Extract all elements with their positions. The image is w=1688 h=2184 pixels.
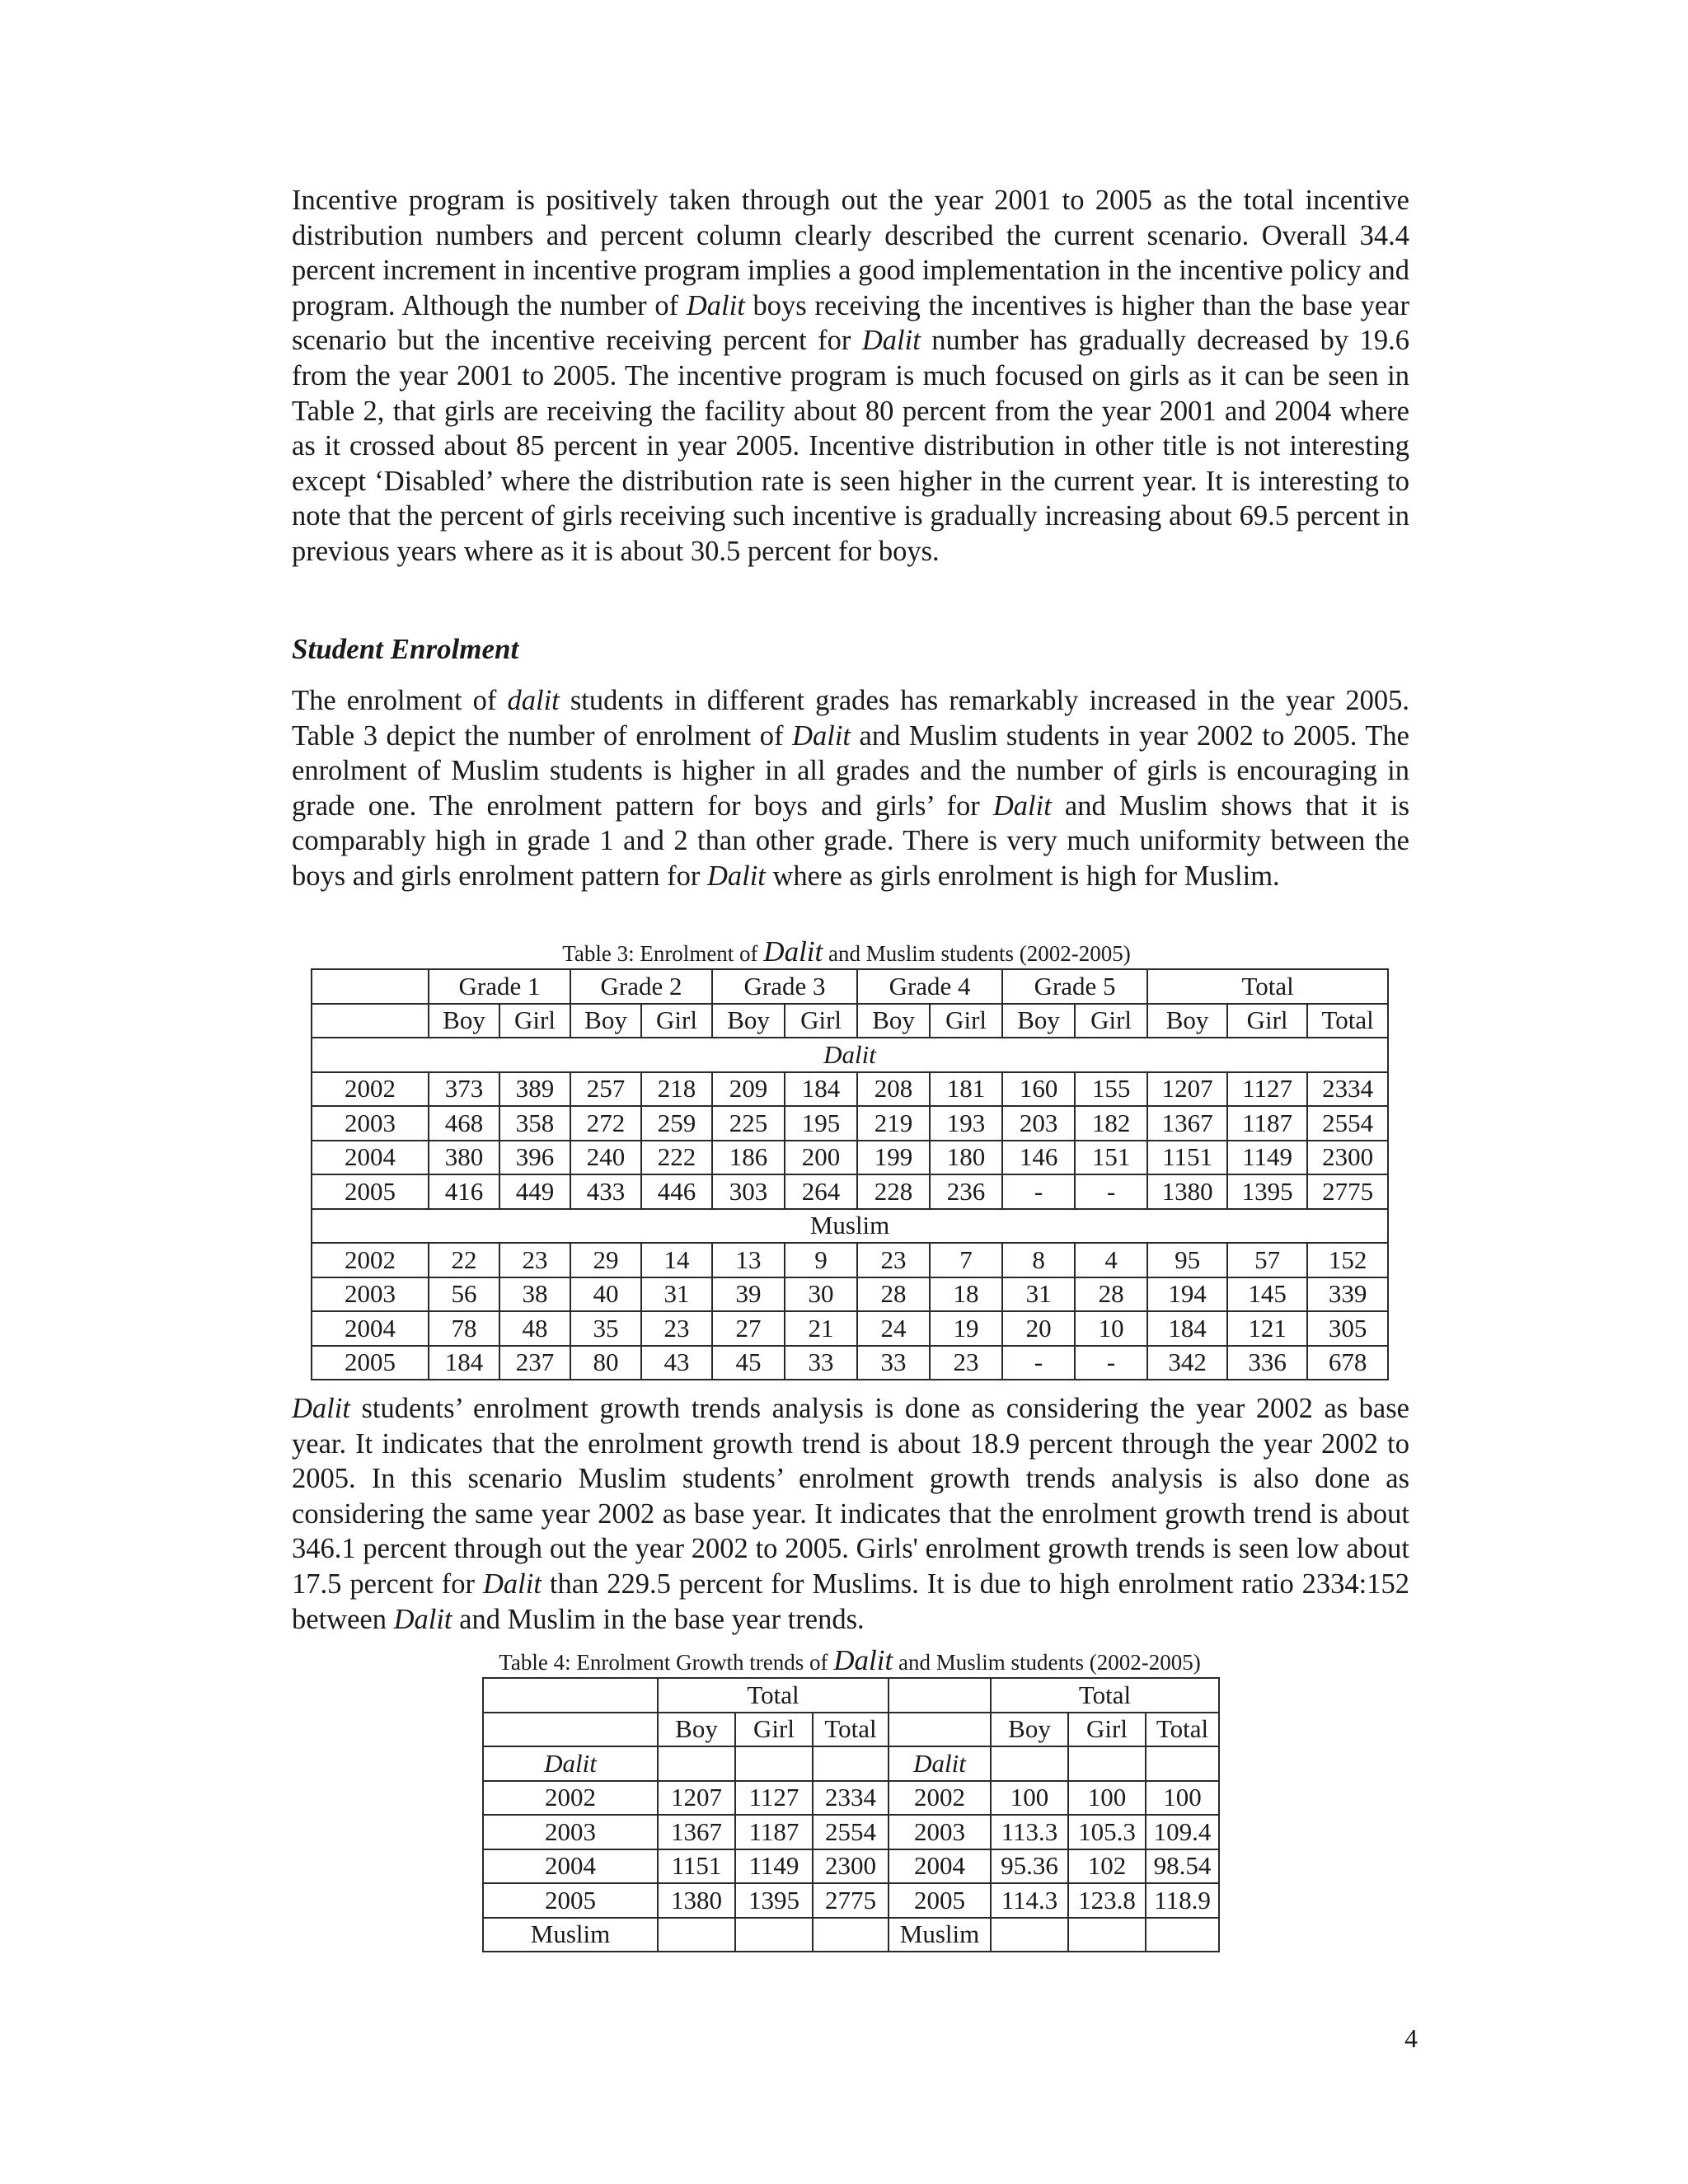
table3-value-cell: 29 xyxy=(570,1243,641,1277)
paragraph-growth-trends xyxy=(292,1391,1409,1637)
table3-value-cell: 199 xyxy=(857,1141,930,1175)
table3-value-cell: 389 xyxy=(499,1072,570,1107)
table4-row-label: Muslim xyxy=(483,1918,658,1952)
italic-term: Dalit xyxy=(792,719,851,752)
table3-value-cell: 48 xyxy=(499,1311,570,1346)
table4-year-cell: 2003 xyxy=(483,1815,658,1849)
table4-value-cell: 2334 xyxy=(813,1781,889,1816)
table3-sub-header: Girl xyxy=(499,1004,570,1038)
table3-year-cell: 2005 xyxy=(312,1174,429,1209)
text-run: students in different grades has remarkably increased in the year 2005. Table 3 depict the number of enrolment of xyxy=(292,685,1409,752)
table3-sub-header: Boy xyxy=(429,1004,499,1038)
table4-blank-cell xyxy=(813,1918,889,1952)
table3-value-cell: 155 xyxy=(1075,1072,1147,1107)
table3-value-cell: 208 xyxy=(857,1072,930,1107)
table3-value-cell: 160 xyxy=(1002,1072,1075,1107)
table3-value-cell: 38 xyxy=(499,1277,570,1312)
table3-value-cell: 272 xyxy=(570,1106,641,1141)
table3-year-cell: 2005 xyxy=(312,1346,429,1380)
table4-index-cell: 113.3 xyxy=(991,1815,1068,1849)
table4-value-cell: 1380 xyxy=(658,1883,735,1918)
table-row xyxy=(312,1346,1388,1380)
table4-growth-trends xyxy=(482,1677,1220,1952)
table4-blank-cell xyxy=(889,1678,991,1713)
table4-muslim-label-row xyxy=(483,1918,1219,1952)
table4-year-cell: 2002 xyxy=(483,1781,658,1816)
table4-row-label: Muslim xyxy=(889,1918,991,1952)
text-run: Incentive program is positively taken through out the year 2001 to 2005 as the total incentive distribution numbers and percent column clearly described the current scenario. Overall 34.4 percent increment in incentive program implies a good implementation in the incentive policy and program. Although the number of xyxy=(292,185,1409,321)
table4-value-cell: 2554 xyxy=(813,1815,889,1849)
table3-blank-cell xyxy=(312,1004,429,1038)
table4-sub-header: Total xyxy=(813,1713,889,1747)
table3-group-header: Grade 4 xyxy=(857,969,1002,1004)
table4-index-cell: 102 xyxy=(1068,1849,1146,1884)
table4-group-header: Total xyxy=(658,1678,889,1713)
table3-group-header: Grade 1 xyxy=(429,969,570,1004)
table3-value-cell: 14 xyxy=(641,1243,712,1277)
text-run: than 229.5 percent for Muslims. It is due to high enrolment ratio 2334:152 between xyxy=(292,1568,1409,1635)
table4-year-cell: 2005 xyxy=(483,1883,658,1918)
table3-value-cell: 305 xyxy=(1307,1311,1388,1346)
table3-section-label: Dalit xyxy=(312,1038,1388,1072)
table4-blank-cell xyxy=(483,1713,658,1747)
table4-index-cell: 100 xyxy=(1068,1781,1146,1816)
table4-blank-cell xyxy=(658,1918,735,1952)
table3-sub-header: Boy xyxy=(1002,1004,1075,1038)
table3-sub-header: Girl xyxy=(1075,1004,1147,1038)
table3-value-cell: 380 xyxy=(429,1141,499,1175)
table3-value-cell: 28 xyxy=(1075,1277,1147,1312)
table3-value-cell: 194 xyxy=(1147,1277,1227,1312)
table4-sub-header: Boy xyxy=(658,1713,735,1747)
table3-enrolment xyxy=(311,968,1389,1380)
table3-value-cell: 184 xyxy=(785,1072,857,1107)
table3-value-cell: 31 xyxy=(641,1277,712,1312)
table3-value-cell: 23 xyxy=(499,1243,570,1277)
table3-value-cell: 23 xyxy=(930,1346,1002,1380)
table3-value-cell: 24 xyxy=(857,1311,930,1346)
table3-year-cell: 2003 xyxy=(312,1277,429,1312)
table3-value-cell: 57 xyxy=(1227,1243,1307,1277)
text-run: and Muslim in the base year trends. xyxy=(452,1603,865,1635)
text-run: boys receiving the incentives is higher than the base year scenario but the incentive receiving percent for xyxy=(292,289,1409,357)
table3-group-header: Grade 3 xyxy=(712,969,857,1004)
table3-value-cell: 13 xyxy=(712,1243,785,1277)
table3-value-cell: 146 xyxy=(1002,1141,1075,1175)
table4-index-cell: 123.8 xyxy=(1068,1883,1146,1918)
table4-blank-cell xyxy=(1068,1918,1146,1952)
table4-value-cell: 1395 xyxy=(735,1883,813,1918)
table3-value-cell: 1395 xyxy=(1227,1174,1307,1209)
table4-year-cell: 2004 xyxy=(889,1849,991,1884)
table4-value-cell: 1151 xyxy=(658,1849,735,1884)
table4-year-cell: 2005 xyxy=(889,1883,991,1918)
text-run: and Muslim students in year 2002 to 2005. The enrolment of Muslim students is higher in all grades and the number of girls is encouraging in grade one. The enrolment pattern for boys and girls’ for xyxy=(292,719,1409,822)
table3-value-cell: 2775 xyxy=(1307,1174,1388,1209)
table4-blank-cell xyxy=(1146,1746,1219,1781)
table3-value-cell: 23 xyxy=(641,1311,712,1346)
table3-value-cell: 228 xyxy=(857,1174,930,1209)
table4-blank-cell xyxy=(991,1746,1068,1781)
table4-index-cell: 109.4 xyxy=(1146,1815,1219,1849)
table3-value-cell: 264 xyxy=(785,1174,857,1209)
text-run: The enrolment of xyxy=(292,685,508,716)
table4-caption: Table 4: Enrolment Growth trends of Dalit and Muslim students (2002-2005) xyxy=(499,1644,1201,1676)
table3-value-cell: 203 xyxy=(1002,1106,1075,1141)
table3-value-cell: 40 xyxy=(570,1277,641,1312)
table3-value-cell: 1207 xyxy=(1147,1072,1227,1107)
table3-value-cell: - xyxy=(1075,1346,1147,1380)
table3-value-cell: 339 xyxy=(1307,1277,1388,1312)
table-row xyxy=(312,1141,1388,1175)
table4-blank-cell xyxy=(735,1746,813,1781)
table4-blank-cell xyxy=(1068,1746,1146,1781)
table3-section-row xyxy=(312,1209,1388,1244)
table4-sub-header: Total xyxy=(1146,1713,1219,1747)
table3-value-cell: 236 xyxy=(930,1174,1002,1209)
table3-value-cell: 33 xyxy=(785,1346,857,1380)
table4-value-cell: 1367 xyxy=(658,1815,735,1849)
table3-value-cell: 218 xyxy=(641,1072,712,1107)
table3-value-cell: 416 xyxy=(429,1174,499,1209)
table3-value-cell: 1367 xyxy=(1147,1106,1227,1141)
table3-value-cell: 446 xyxy=(641,1174,712,1209)
table4-sub-header: Girl xyxy=(735,1713,813,1747)
table-row xyxy=(312,1277,1388,1312)
table3-year-cell: 2002 xyxy=(312,1072,429,1107)
table3-value-cell: 1380 xyxy=(1147,1174,1227,1209)
table4-blank-cell xyxy=(658,1746,735,1781)
table3-value-cell: 237 xyxy=(499,1346,570,1380)
table3-value-cell: 1151 xyxy=(1147,1141,1227,1175)
table3-year-cell: 2003 xyxy=(312,1106,429,1141)
table3-value-cell: 18 xyxy=(930,1277,1002,1312)
table3-value-cell: 303 xyxy=(712,1174,785,1209)
table3-value-cell: 27 xyxy=(712,1311,785,1346)
table4-blank-cell xyxy=(813,1746,889,1781)
table3-value-cell: 373 xyxy=(429,1072,499,1107)
table3-header-row-1 xyxy=(312,969,1388,1004)
table3-value-cell: 225 xyxy=(712,1106,785,1141)
table3-value-cell: 151 xyxy=(1075,1141,1147,1175)
table3-value-cell: 152 xyxy=(1307,1243,1388,1277)
table3-value-cell: 240 xyxy=(570,1141,641,1175)
table3-value-cell: 259 xyxy=(641,1106,712,1141)
table-row xyxy=(312,1243,1388,1277)
table4-value-cell: 1127 xyxy=(735,1781,813,1816)
table3-year-cell: 2004 xyxy=(312,1141,429,1175)
table4-index-cell: 100 xyxy=(1146,1781,1219,1816)
text-run: number has gradually decreased by 19.6 from the year 2001 to 2005. The incentive program is much focused on girls as it can be seen in Table 2, that girls are receiving the facility about 80 percent from the year 2001 and 2004 where as it crossed about 85 percent in year 2005. Incentive distribution in other title is not interesting except ‘Disabled’ where the distribution rate is seen higher in the current year. It is interesting to note that the percent of girls receiving such incentive is gradually increasing about 69.5 percent in previous years where as it is about 30.5 percent for boys. xyxy=(292,325,1409,567)
table3-value-cell: 31 xyxy=(1002,1277,1075,1312)
text-run: students’ enrolment growth trends analysis is done as considering the year 2002 as base year. It indicates that the enrolment growth trend is about 18.9 percent through the year 2002 to 2005. In this scenario Muslim students’ enrolment growth trends analysis is also done as considering the same year 2002 as base year. It indicates that the enrolment growth trend is about 346.1 percent through out the year 2002 to 2005. Girls' enrolment growth trends is seen low about 17.5 percent for xyxy=(292,1393,1409,1600)
table-row xyxy=(312,1174,1388,1209)
table4-year-cell: 2002 xyxy=(889,1781,991,1816)
paragraph-enrolment xyxy=(292,683,1409,894)
table-row xyxy=(312,1311,1388,1346)
table3-group-header: Grade 2 xyxy=(570,969,712,1004)
table3-value-cell: 20 xyxy=(1002,1311,1075,1346)
table3-header-row-2 xyxy=(312,1004,1388,1038)
table4-index-cell: 118.9 xyxy=(1146,1883,1219,1918)
table4-header-row-1 xyxy=(483,1678,1219,1713)
table3-value-cell: 30 xyxy=(785,1277,857,1312)
table3-value-cell: 1187 xyxy=(1227,1106,1307,1141)
table3-value-cell: 19 xyxy=(930,1311,1002,1346)
table3-value-cell: 182 xyxy=(1075,1106,1147,1141)
table4-row-label: Dalit xyxy=(483,1746,658,1781)
table3-value-cell: 80 xyxy=(570,1346,641,1380)
table3-value-cell: 95 xyxy=(1147,1243,1227,1277)
table3-sub-header: Boy xyxy=(712,1004,785,1038)
table3-sub-header: Boy xyxy=(1147,1004,1227,1038)
table3-value-cell: 180 xyxy=(930,1141,1002,1175)
table3-value-cell: 2300 xyxy=(1307,1141,1388,1175)
table4-index-cell: 105.3 xyxy=(1068,1815,1146,1849)
table3-sub-header: Girl xyxy=(1227,1004,1307,1038)
table3-value-cell: - xyxy=(1002,1346,1075,1380)
table3-value-cell: 219 xyxy=(857,1106,930,1141)
table3-value-cell: 200 xyxy=(785,1141,857,1175)
table4-index-cell: 100 xyxy=(991,1781,1068,1816)
table3-value-cell: 342 xyxy=(1147,1346,1227,1380)
table3-value-cell: 184 xyxy=(429,1346,499,1380)
table3-blank-cell xyxy=(312,969,429,1004)
table3-sub-header: Boy xyxy=(570,1004,641,1038)
table3-value-cell: 45 xyxy=(712,1346,785,1380)
table3-value-cell: 145 xyxy=(1227,1277,1307,1312)
italic-term: Dalit xyxy=(992,790,1052,822)
table4-blank-cell xyxy=(889,1713,991,1747)
table3-group-header: Grade 5 xyxy=(1002,969,1147,1004)
table3-value-cell: 449 xyxy=(499,1174,570,1209)
table3-value-cell: 336 xyxy=(1227,1346,1307,1380)
table3-value-cell: 468 xyxy=(429,1106,499,1141)
table4-blank-cell xyxy=(735,1918,813,1952)
table4-index-cell: 98.54 xyxy=(1146,1849,1219,1884)
table3-value-cell: 78 xyxy=(429,1311,499,1346)
table4-value-cell: 1149 xyxy=(735,1849,813,1884)
table4-blank-cell xyxy=(1146,1918,1219,1952)
table4-index-cell: 95.36 xyxy=(991,1849,1068,1884)
table3-section-label: Muslim xyxy=(312,1209,1388,1244)
table4-row-label: Dalit xyxy=(889,1746,991,1781)
table3-value-cell: 358 xyxy=(499,1106,570,1141)
italic-term: Dalit xyxy=(686,289,745,321)
table4-value-cell: 2300 xyxy=(813,1849,889,1884)
table3-value-cell: 396 xyxy=(499,1141,570,1175)
text-run: and Muslim shows that it is comparably high in grade 1 and 2 than other grade. There is very much uniformity between the boys and girls enrolment pattern for xyxy=(292,790,1409,892)
table3-year-cell: 2002 xyxy=(312,1243,429,1277)
italic-term: Dalit xyxy=(393,1603,452,1635)
table3-value-cell: 28 xyxy=(857,1277,930,1312)
table3-value-cell: 22 xyxy=(429,1243,499,1277)
table3-value-cell: 10 xyxy=(1075,1311,1147,1346)
italic-term: Dalit xyxy=(861,325,921,357)
table3-sub-header: Girl xyxy=(930,1004,1002,1038)
table-row xyxy=(483,1781,1219,1816)
table4-group-header: Total xyxy=(991,1678,1219,1713)
italic-term: dalit xyxy=(507,685,560,716)
table4-blank-cell xyxy=(483,1678,658,1713)
table3-sub-header: Total xyxy=(1307,1004,1388,1038)
table4-value-cell: 1207 xyxy=(658,1781,735,1816)
table3-value-cell: - xyxy=(1075,1174,1147,1209)
table3-sub-header: Boy xyxy=(857,1004,930,1038)
table3-value-cell: 23 xyxy=(857,1243,930,1277)
table4-sub-header: Boy xyxy=(991,1713,1068,1747)
table-row xyxy=(312,1072,1388,1107)
table3-value-cell: 186 xyxy=(712,1141,785,1175)
table3-value-cell: 8 xyxy=(1002,1243,1075,1277)
table4-index-cell: 114.3 xyxy=(991,1883,1068,1918)
table3-group-header: Total xyxy=(1147,969,1388,1004)
paragraph-incentive xyxy=(292,183,1409,569)
italic-term: Dalit xyxy=(706,860,766,892)
table3-sub-header: Girl xyxy=(641,1004,712,1038)
table3-value-cell: 43 xyxy=(641,1346,712,1380)
table4-blank-cell xyxy=(991,1918,1068,1952)
table4-year-cell: 2003 xyxy=(889,1815,991,1849)
table3-value-cell: 678 xyxy=(1307,1346,1388,1380)
table-row xyxy=(483,1883,1219,1918)
table3-value-cell: 1127 xyxy=(1227,1072,1307,1107)
table3-value-cell: 9 xyxy=(785,1243,857,1277)
table3-value-cell: 35 xyxy=(570,1311,641,1346)
table3-value-cell: 39 xyxy=(712,1277,785,1312)
table3-value-cell: 121 xyxy=(1227,1311,1307,1346)
table3-value-cell: - xyxy=(1002,1174,1075,1209)
table3-caption: Table 3: Enrolment of Dalit and Muslim students (2002-2005) xyxy=(562,935,1131,968)
page-number: 4 xyxy=(1404,2023,1418,2053)
table4-value-cell: 2775 xyxy=(813,1883,889,1918)
table3-value-cell: 222 xyxy=(641,1141,712,1175)
table3-value-cell: 209 xyxy=(712,1072,785,1107)
text-run: where as girls enrolment is high for Muslim. xyxy=(765,860,1280,892)
table-row xyxy=(312,1106,1388,1141)
table3-value-cell: 2334 xyxy=(1307,1072,1388,1107)
table3-value-cell: 195 xyxy=(785,1106,857,1141)
italic-term: Dalit xyxy=(292,1393,350,1424)
table3-section-row xyxy=(312,1038,1388,1072)
table4-header-row-2 xyxy=(483,1713,1219,1747)
table4-year-cell: 2004 xyxy=(483,1849,658,1884)
table3-value-cell: 2554 xyxy=(1307,1106,1388,1141)
table3-value-cell: 257 xyxy=(570,1072,641,1107)
table3-value-cell: 33 xyxy=(857,1346,930,1380)
table4-sub-header: Girl xyxy=(1068,1713,1146,1747)
table3-value-cell: 433 xyxy=(570,1174,641,1209)
table3-value-cell: 56 xyxy=(429,1277,499,1312)
table4-dalit-label-row xyxy=(483,1746,1219,1781)
table3-sub-header: Girl xyxy=(785,1004,857,1038)
table3-year-cell: 2004 xyxy=(312,1311,429,1346)
table3-value-cell: 21 xyxy=(785,1311,857,1346)
table3-value-cell: 184 xyxy=(1147,1311,1227,1346)
table3-value-cell: 193 xyxy=(930,1106,1002,1141)
table3-value-cell: 1149 xyxy=(1227,1141,1307,1175)
table3-value-cell: 181 xyxy=(930,1072,1002,1107)
table-row xyxy=(483,1815,1219,1849)
italic-term: Dalit xyxy=(482,1568,542,1600)
section-heading-student-enrolment: Student Enrolment xyxy=(292,633,519,665)
table3-value-cell: 7 xyxy=(930,1243,1002,1277)
table4-value-cell: 1187 xyxy=(735,1815,813,1849)
table-row xyxy=(483,1849,1219,1884)
table3-value-cell: 4 xyxy=(1075,1243,1147,1277)
